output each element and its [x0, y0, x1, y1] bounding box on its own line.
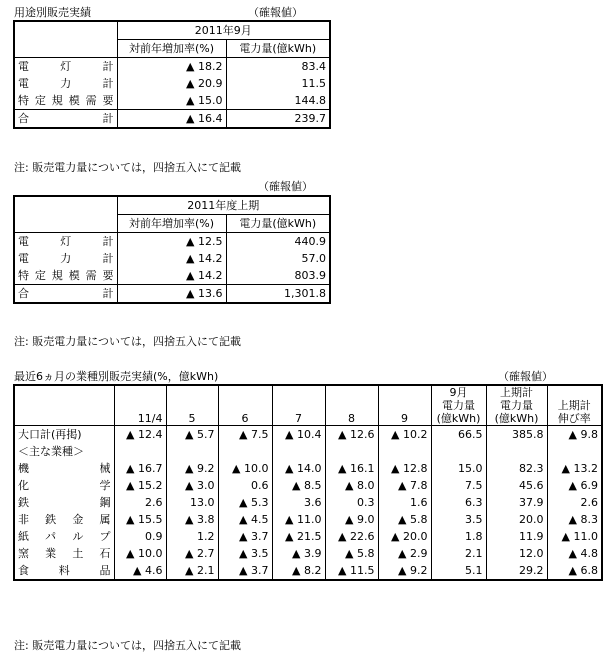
table-row: 電灯計 ▲ 18.2 83.4 [14, 58, 330, 76]
table2-note: 注: 販売電力量については，四捨五入にて記載 [14, 335, 241, 348]
t1-col-rate: 対前年増加率(%) [117, 40, 226, 58]
table-row: 合計 ▲ 13.6 1,301.8 [14, 285, 330, 304]
table-row: 電力計 ▲ 14.2 57.0 [14, 250, 330, 267]
t2-period: 2011年度上期 [117, 196, 330, 215]
table-row: 鉄鋼 2.6 13.0 ▲ 5.3 3.6 0.3 1.6 6.3 37.9 2.6 [14, 494, 602, 511]
table-row: 合計 ▲ 16.4 239.7 [14, 110, 330, 129]
t2-col-energy: 電力量(億kWh) [226, 215, 330, 233]
table-row: 特定規模需要 ▲ 15.0 144.8 [14, 92, 330, 110]
table-row: 機械 ▲ 16.7 ▲ 9.2 ▲ 10.0 ▲ 14.0 ▲ 16.1 ▲ 12.8 15.0 82.3 ▲ 13.2 [14, 460, 602, 477]
table1-status: （確報値） [248, 6, 303, 19]
t2-col-rate: 対前年増加率(%) [117, 215, 226, 233]
t1-period: 2011年9月 [117, 21, 330, 40]
table-row: 窯業土石 ▲ 10.0 ▲ 2.7 ▲ 3.5 ▲ 3.9 ▲ 5.8 ▲ 2.9 2.1 12.0 ▲ 4.8 [14, 545, 602, 562]
table1-title: 用途別販売実績 [14, 6, 91, 19]
section-label: ＜主な業種＞ [14, 443, 114, 460]
table3-status: （確報値） [498, 370, 553, 383]
industry-sales-table: 9月 上期計 電力量 電力量 上期計 11/4 5 6 7 8 9 (億kWh) (億kWh) 伸び率 大口計(再掲) ▲ 12.4 ▲ 5.7 ▲ 7.5 ▲ 10.4 ▲ 12.6 ▲ 10.2 66.5 385.8 ▲ 9.8 ＜主な業種＞ 機械 ▲ 16.7 ▲ 9.2 ▲ 10.0 ▲ 14.0 ▲ 16.1 ▲ 12.8 15.0 82.3 ▲ 13.2 化学 ▲ 15.2 ▲ 3.0 0.6 ▲ 8.5 ▲ 8.0 ▲ 7.8 7.5 45.6 ▲ 6.9 鉄鋼 2.6 13.0 ▲ 5.3 3.6 0.3 1.6 6.3 37.9 2.6 非鉄金属 ▲ 15.5 ▲ 3.8 ▲ 4.5 ▲ 11.0 ▲ 9.0 ▲ 5.8 3.5 20.0 ▲ 8.3 紙パルプ 0.9 1.2 ▲ 3.7 ▲ 21.5 ▲ 22.6 ▲ 20.0 1.8 11.9 ▲ 11.0 窯業土石 ▲ 10.0 ▲ 2.7 ▲ 3.5 ▲ 3.9 ▲ 5.8 ▲ 2.9 2.1 12.0 ▲ 4.8 食料品 ▲ 4.6 ▲ 2.1 ▲ 3.7 ▲ 8.2 ▲ 11.5 ▲ 9.2 5.1 29.2 ▲ 6.8 [13, 384, 603, 581]
table-row: 食料品 ▲ 4.6 ▲ 2.1 ▲ 3.7 ▲ 8.2 ▲ 11.5 ▲ 9.2 5.1 29.2 ▲ 6.8 [14, 562, 602, 580]
table-row: 電灯計 ▲ 12.5 440.9 [14, 233, 330, 251]
table-row-total: 大口計(再掲) ▲ 12.4 ▲ 5.7 ▲ 7.5 ▲ 10.4 ▲ 12.6 ▲ 10.2 66.5 385.8 ▲ 9.8 [14, 426, 602, 444]
table1-note: 注: 販売電力量については，四捨五入にて記載 [14, 161, 241, 174]
usage-sales-table-sep [13, 20, 331, 129]
table3-title: 最近6ヵ月の業種別販売実績(%，億kWh) [14, 370, 219, 383]
table2-status: （確報値） [258, 180, 313, 193]
table-row: 特定規模需要 ▲ 14.2 803.9 [14, 267, 330, 285]
table-row: 非鉄金属 ▲ 15.5 ▲ 3.8 ▲ 4.5 ▲ 11.0 ▲ 9.0 ▲ 5.8 3.5 20.0 ▲ 8.3 [14, 511, 602, 528]
table-row: 電力計 ▲ 20.9 11.5 [14, 75, 330, 92]
usage-sales-table-h1 [13, 195, 331, 304]
table3-note: 注: 販売電力量については，四捨五入にて記載 [14, 639, 241, 652]
table-row: 化学 ▲ 15.2 ▲ 3.0 0.6 ▲ 8.5 ▲ 8.0 ▲ 7.8 7.5 45.6 ▲ 6.9 [14, 477, 602, 494]
table-row: 紙パルプ 0.9 1.2 ▲ 3.7 ▲ 21.5 ▲ 22.6 ▲ 20.0 1.8 11.9 ▲ 11.0 [14, 528, 602, 545]
t1-col-energy: 電力量(億kWh) [226, 40, 330, 58]
